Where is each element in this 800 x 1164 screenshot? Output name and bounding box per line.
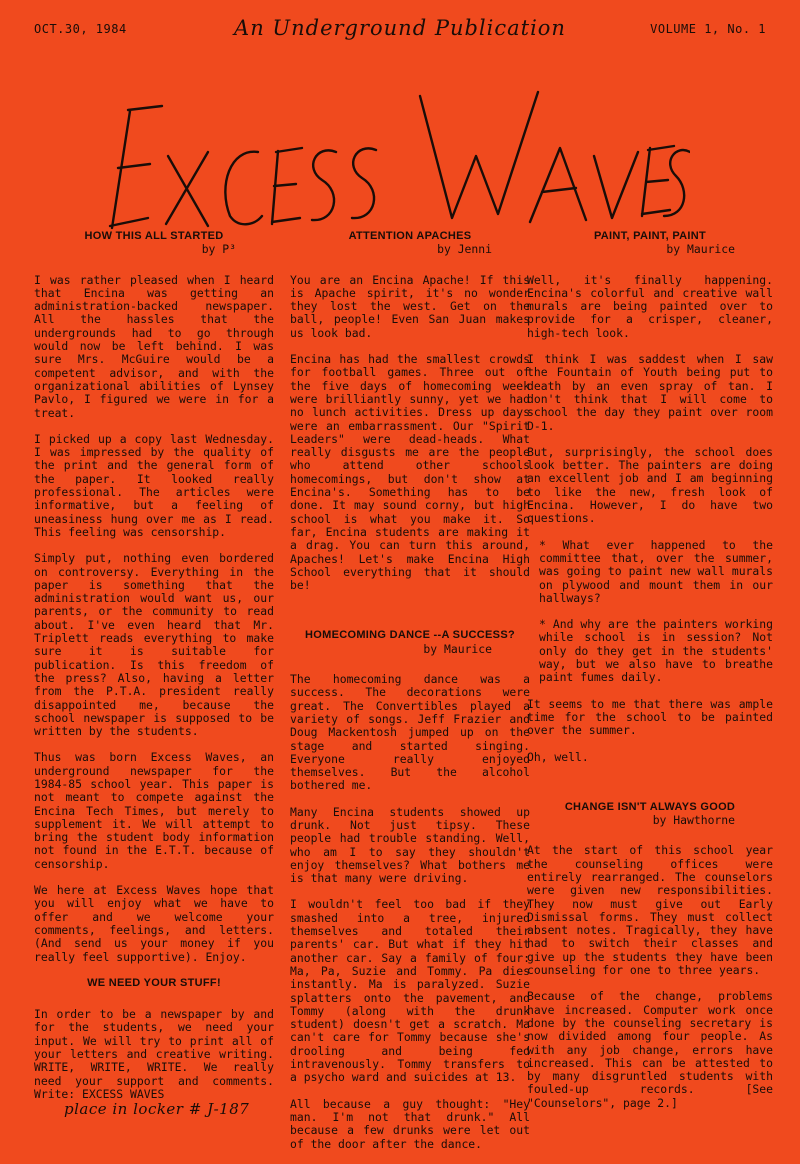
article-paragraph: Simply put, nothing even bordered on controversy. Everything in the paper is something that the administration would want us, our parents, or the community to read about. I've even heard that Mr. Triplett reads everything to make sure it is suitable for publication. Is this freedom of the press? Also, having a letter from the P.T.A. president really disappointed me, because the school newspaper is supposed to be written by the students. <box>34 551 274 739</box>
article-byline: by Hawthorne <box>652 813 735 828</box>
article-paragraph: Because of the change, problems have increased. Computer work once done by the counseling secretary is now divided among four people. As with any job change, errors have increased. This can be attested to by many disgruntled students with fouled-up records. [See "Counselors", page 2.] <box>527 989 773 1110</box>
article-byline: by Jenni <box>437 242 492 257</box>
article-title: WE NEED YOUR STUFF! <box>87 976 221 989</box>
article-paragraph: At the start of this school year the counseling offices were entirely rearranged. The counselors were given new responsibilities. They now must give out Early Dismissal forms. They must collect absent notes. Tragically, they have had to switch their classes and give up the students they have been counseling for one to three years. <box>527 843 773 978</box>
article-paragraph: We here at Excess Waves hope that you will enjoy what we have to offer and we welcome your comments, feelings, and letters. (And send us your money if you really feel supportive). Enjoy. <box>34 883 274 964</box>
tagline: An Underground Publication <box>234 16 566 40</box>
article-paragraph: Many Encina students showed up drunk. Not just tipsy. These people had trouble standing. Well, who am I to say they shouldn't enjoy themselves? What bothers me is that many were driving. <box>290 804 530 886</box>
article-paragraph: You are an Encina Apache! If this is Apache spirit, it's no wonder they lost the west. Get on the ball, people! Even San Juan makes us look bad. <box>290 272 530 340</box>
article-title: HOW THIS ALL STARTED <box>84 230 224 242</box>
article-title: ATTENTION APACHES <box>348 230 472 242</box>
article-paragraph: I was rather pleased when I heard that Encina was getting an administration-backed newspaper. All the hassles that the undergrounds had to go through would now be left behind. I was sure Mrs. McGuire would be a competent advisor, and with the organizational abilities of Lynsey Pavlo, I figured we were in for a treat. <box>34 272 274 420</box>
bullet-paragraph: * And why are the painters working while school is in session? Not only do they get in the students' way, but we also have to breathe paint fumes daily. <box>539 617 773 685</box>
article-paragraph: All because a guy thought: "Hey man. I'm not that drunk." All because a few drunks were let out of the door after the dance. <box>290 1096 530 1151</box>
article-paragraph: I picked up a copy last Wednesday. I was impressed by the quality of the print and the general form of the paper. It looked really professional. The articles were informative, but a feeling of uneasiness hung over me as I read. This feeling was censorship. <box>34 431 274 539</box>
article-title: HOMECOMING DANCE --A SUCCESS? <box>305 629 515 642</box>
volume-number: VOLUME 1, No. 1 <box>650 22 766 36</box>
article-title: PAINT, PAINT, PAINT <box>593 230 707 242</box>
article-byline: by Maurice <box>666 242 735 257</box>
issue-date: OCT.30, 1984 <box>34 22 127 36</box>
article-paragraph: In order to be a newspaper by and for the students, we need your input. We will try to print all of your letters and creative writing. WRITE, WRITE, WRITE. We really need your support and comments. Write: EXCESS WAVES <box>34 1007 274 1101</box>
article-paragraph: Well, it's finally happening. Encina's colorful and creative wall murals are being painted over to provide for a crisper, cleaner, high-tech look. <box>527 272 773 340</box>
article-paragraph: The homecoming dance was a success. The decorations were great. The Convertibles played a variety of songs. Jeff Frazier and Doug Mackentosh jumped up on the stage and started singing. Everyone really enjoyed themselves. But the alcohol bothered me. <box>290 672 530 793</box>
article-paragraph: I think I was saddest when I saw the Fountain of Youth being put to death by an even spray of tan. I don't think that I will come to school the day they paint over room D-1. <box>527 352 773 433</box>
handwritten-note: place in locker # J-187 <box>64 1100 250 1119</box>
article-paragraph: But, surprisingly, the school does look better. The painters are doing an excellent job and I am beginning to like the new, fresh look of Encina. However, I do have two questions. <box>527 444 773 526</box>
article-paragraph: Encina has had the smallest crowds for football games. Three out of the five days of homecoming week were brilliantly sunny, yet we had no lunch activities. Dress up days were an embarrassment. Our "Spirit Leaders" were dead-heads. What really disgusts me are the people who attend other schools homecomings, but don't show at Encina's. Something has to be done. It may sound corny, but high school is what you make it. So far, Encina students are making it a drag. You can turn this around, Apaches! Let's make Encina High School everything that it should be! <box>290 352 530 593</box>
article-paragraph: Thus was born Excess Waves, an underground newspaper for the 1984-85 school year. This paper is not meant to compete against the Encina Tech Times, but merely to supplement it. We will attempt to bring the student body information not found in the E.T.T. because of censorship. <box>34 750 274 871</box>
masthead-logo <box>90 56 690 236</box>
article-paragraph: It seems to me that there was ample time for the school to be painted over the summer. <box>527 696 773 738</box>
article-byline: by Maurice <box>423 641 492 656</box>
column-3 <box>527 230 773 1123</box>
article-paragraph: Oh, well. <box>527 749 589 764</box>
article-byline: by P³ <box>201 242 236 257</box>
article-paragraph: I wouldn't feel too bad if they smashed into a tree, injured themselves and totaled their parents' car. But what if they hit another car. Say a family of four: Ma, Pa, Suzie and Tommy. Pa dies instantly. Ma is paralyzed. Suzie splatters onto the pavement, and Tommy (along with the drunk student) doesn't get a scratch. Ma can't care for Tommy because she's drooling and being fed intravenously. Tommy transfers to a psycho ward and suicides at 13. <box>290 897 530 1085</box>
column-2 <box>290 230 530 1164</box>
bullet-paragraph: * What ever happened to the committee that, over the summer, was going to paint new wall murals on plywood and mount them in our hallways? <box>539 537 773 605</box>
column-1 <box>34 230 274 1117</box>
article-title: CHANGE ISN'T ALWAYS GOOD <box>564 800 736 813</box>
